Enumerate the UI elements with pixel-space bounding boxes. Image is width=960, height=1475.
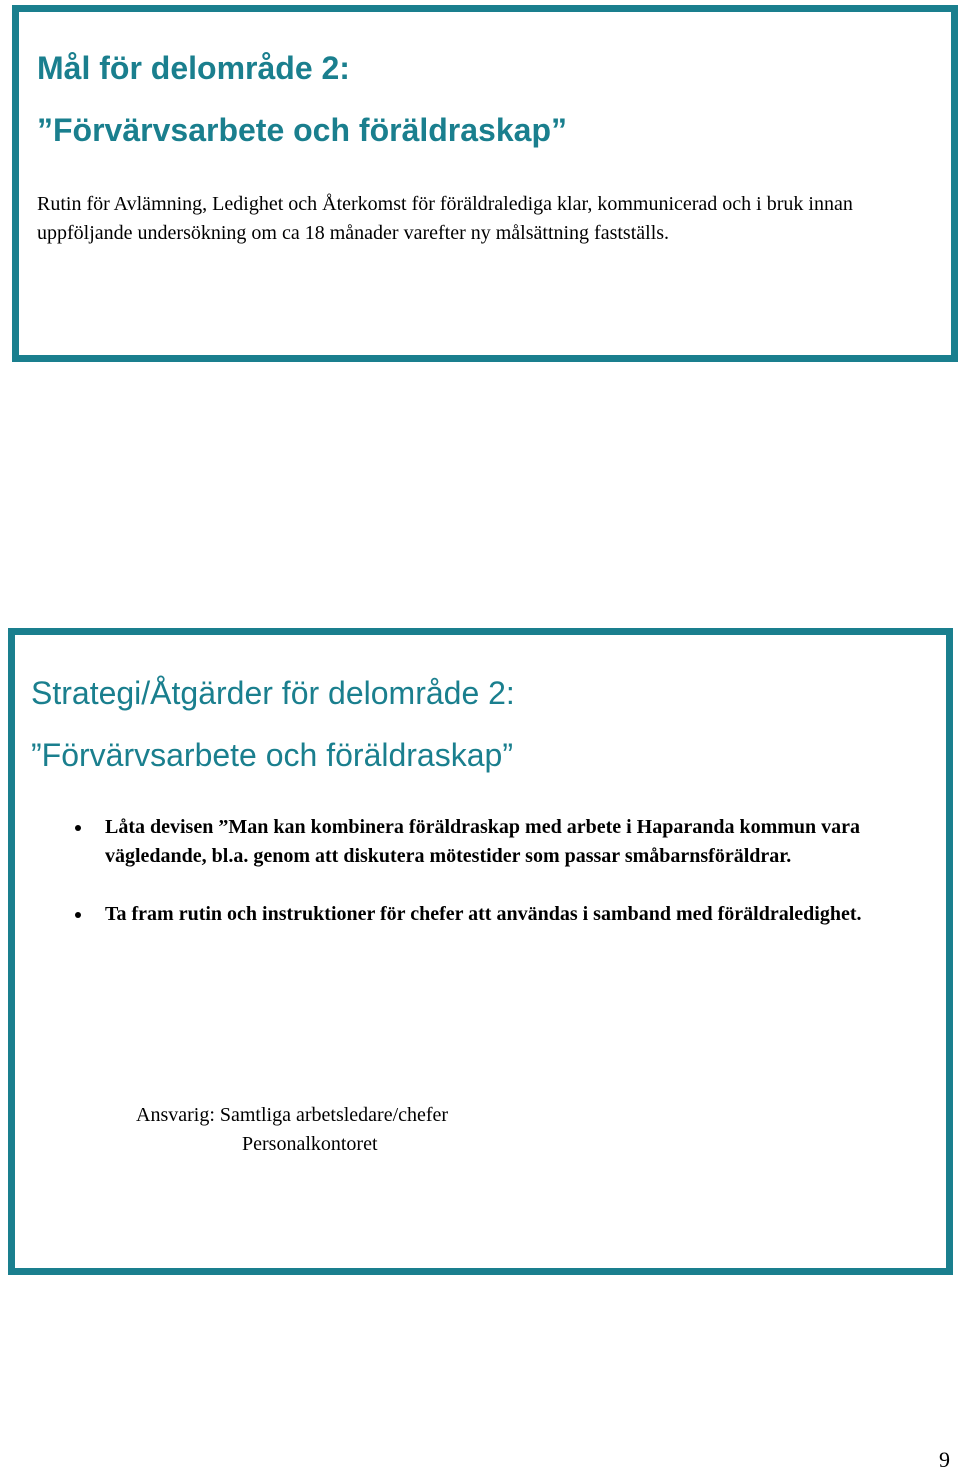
strategy-bullet-list [15,813,945,929]
bullet-icon [75,912,81,918]
goal-description: Rutin för Avlämning, Ledighet och Återkomst för föräldralediga klar, kommunicerad och i bruk innan uppföljande undersökning om ca 18 månader varefter ny målsättning fastställs. [37,193,853,244]
goal-slide [12,5,958,362]
responsible-line: Ansvarig: Samtliga arbetsledare/chefer [136,1104,449,1126]
goal-heading: Mål för delområde 2: [37,50,350,86]
page-number: 9 [939,1447,950,1472]
strategy-slide [8,628,953,1275]
list-item [15,813,905,871]
strategy-heading: Strategi/Åtgärder för delområde 2: [31,675,515,711]
goal-subheading: ”Förvärvsarbete och föräldraskap” [37,112,567,148]
responsible-office: Personalkontoret [242,1133,378,1155]
strategy-subheading: ”Förvärvsarbete och föräldraskap” [31,737,513,773]
bullet-icon [75,825,81,831]
bullet-text: Ta fram rutin och instruktioner för chefer att användas i samband med föräldraledighet. [105,903,862,925]
bullet-text: Låta devisen ”Man kan kombinera föräldraskap med arbete i Haparanda kommun vara vägledande, bl.a. genom att diskutera mötestider som passar småbarnsföräldrar. [105,816,861,867]
list-item [15,900,905,929]
